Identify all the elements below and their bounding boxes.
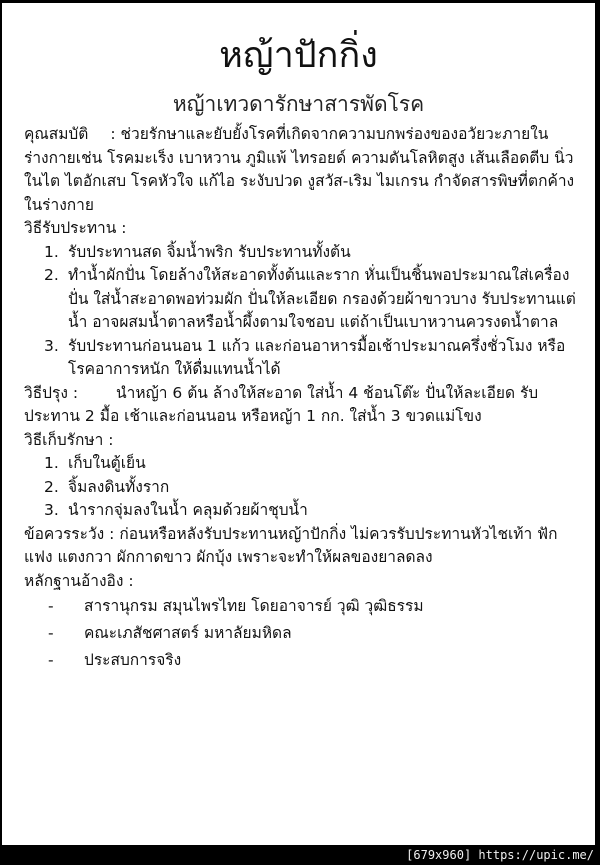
references-section xyxy=(24,570,579,675)
list-item xyxy=(24,452,579,476)
list-item xyxy=(24,476,579,500)
document-subtitle: หญ้าเทวดารักษาสารพัดโรค xyxy=(172,92,425,116)
references-label: หลักฐานอ้างอิง : xyxy=(24,571,134,590)
item-number: 1. xyxy=(44,242,59,261)
list-item xyxy=(24,264,579,335)
properties-section xyxy=(24,123,579,217)
dash-bullet: - xyxy=(48,624,54,642)
list-item xyxy=(24,335,579,382)
item-text: รับประทานสด จิ้มน้ำพริก รับประทานทั้งต้น xyxy=(68,242,351,261)
preparation-section xyxy=(24,382,579,429)
consumption-section xyxy=(24,217,579,382)
storage-section xyxy=(24,429,579,523)
item-text: จิ้มลงดินทั้งราก xyxy=(68,477,170,496)
properties-label: คุณสมบัติ xyxy=(24,125,89,143)
item-text: เก็บในตู้เย็น xyxy=(68,454,146,472)
preparation-label: วิธีปรุง : xyxy=(24,383,79,402)
item-number: 2. xyxy=(44,477,59,496)
list-item xyxy=(24,241,579,265)
item-number: 3. xyxy=(44,501,59,519)
item-text: รับประทานก่อนนอน 1 แก้ว และก่อนอาหารมื้อเช้าประมาณครึ่งชั่วโมง หรือโรคอาการหนัก ให้ดื่มแทนน้ำได้ xyxy=(68,336,566,378)
document-title: หญ้าปักกิ่ง xyxy=(219,35,378,76)
list-item xyxy=(24,593,579,620)
caution-label: ข้อควรระวัง xyxy=(24,524,105,543)
dash-bullet: - xyxy=(48,651,54,669)
consumption-list xyxy=(24,241,579,382)
list-item xyxy=(24,647,579,674)
item-number: 2. xyxy=(44,266,59,284)
consumption-label: วิธีรับประทาน : xyxy=(24,219,127,237)
list-item xyxy=(24,499,579,523)
document-page xyxy=(2,3,595,845)
caution-section xyxy=(24,523,579,570)
item-text: นำรากจุ่มลงในน้ำ คลุมด้วยผ้าชุบน้ำ xyxy=(68,501,308,519)
dash-bullet: - xyxy=(48,597,54,615)
preparation-text: นำหญ้า 6 ต้น ล้างให้สะอาด ใส่น้ำ 4 ช้อนโต๊ะ ปั่นให้ละเอียด รับประทาน 2 มื้อ เช้าและก่อนนอน หรือหญ้า 1 กก. ใส่น้ำ 3 ขวดแม่โขง xyxy=(24,383,539,425)
item-text: ประสบการจริง xyxy=(84,651,182,669)
storage-label: วิธีเก็บรักษา : xyxy=(24,430,114,449)
item-text: คณะเภสัชศาสตร์ มหาลัยมหิดล xyxy=(84,624,292,642)
item-text: สารานุกรม สมุนไพรไทย โดยอาจารย์ วุฒิ วุฒิธรรม xyxy=(84,597,424,615)
list-item xyxy=(24,620,579,647)
item-number: 3. xyxy=(44,336,59,355)
item-number: 1. xyxy=(44,454,59,472)
storage-list xyxy=(24,452,579,523)
caution-text: : ก่อนหรือหลังรับประทานหญ้าปักกิ่ง ไม่ควรรับประทานหัวไชเท้า ฟักแฟง แตงกวา ผักกาดขาว ผักบุ้ง เพราะจะทำให้ผลของยาลดลง xyxy=(24,524,558,566)
references-list xyxy=(24,593,579,674)
document-body xyxy=(24,123,579,674)
image-host-watermark: [679x960] https://upic.me/ xyxy=(406,848,594,862)
properties-text: : ช่วยรักษาและยับยั้งโรคที่เกิดจากความบกพร่องของอวัยวะภายในร่างกายเช่น โรคมะเร็ง เบาหวาน ภูมิแพ้ ไทรอยด์ ความดันโลหิตสูง เส้นเลือดตีบ นิ่วในไต ไตอักเสบ โรคหัวใจ แก้ไอ ระงับปวด งูสวัส-เริม ไมเกรน กำจัดสารพิษที่ตกค้างในร่างกาย xyxy=(24,125,575,214)
item-text: ทำน้ำผักปั่น โดยล้างให้สะอาดทั้งต้นและราก หั่นเป็นชิ้นพอประมาณใส่เครื่องปั่น ใส่น้ำสะอาดพอท่วมผัก ปั่นให้ละเอียด กรองด้วยผ้าขาวบาง รับประทานแต่น้ำ อาจผสมน้ำตาลหรือน้ำผึ้งตามใจชอบ แต่ถ้าเป็นเบาหวานควรงดน้ำตาล xyxy=(68,266,576,331)
